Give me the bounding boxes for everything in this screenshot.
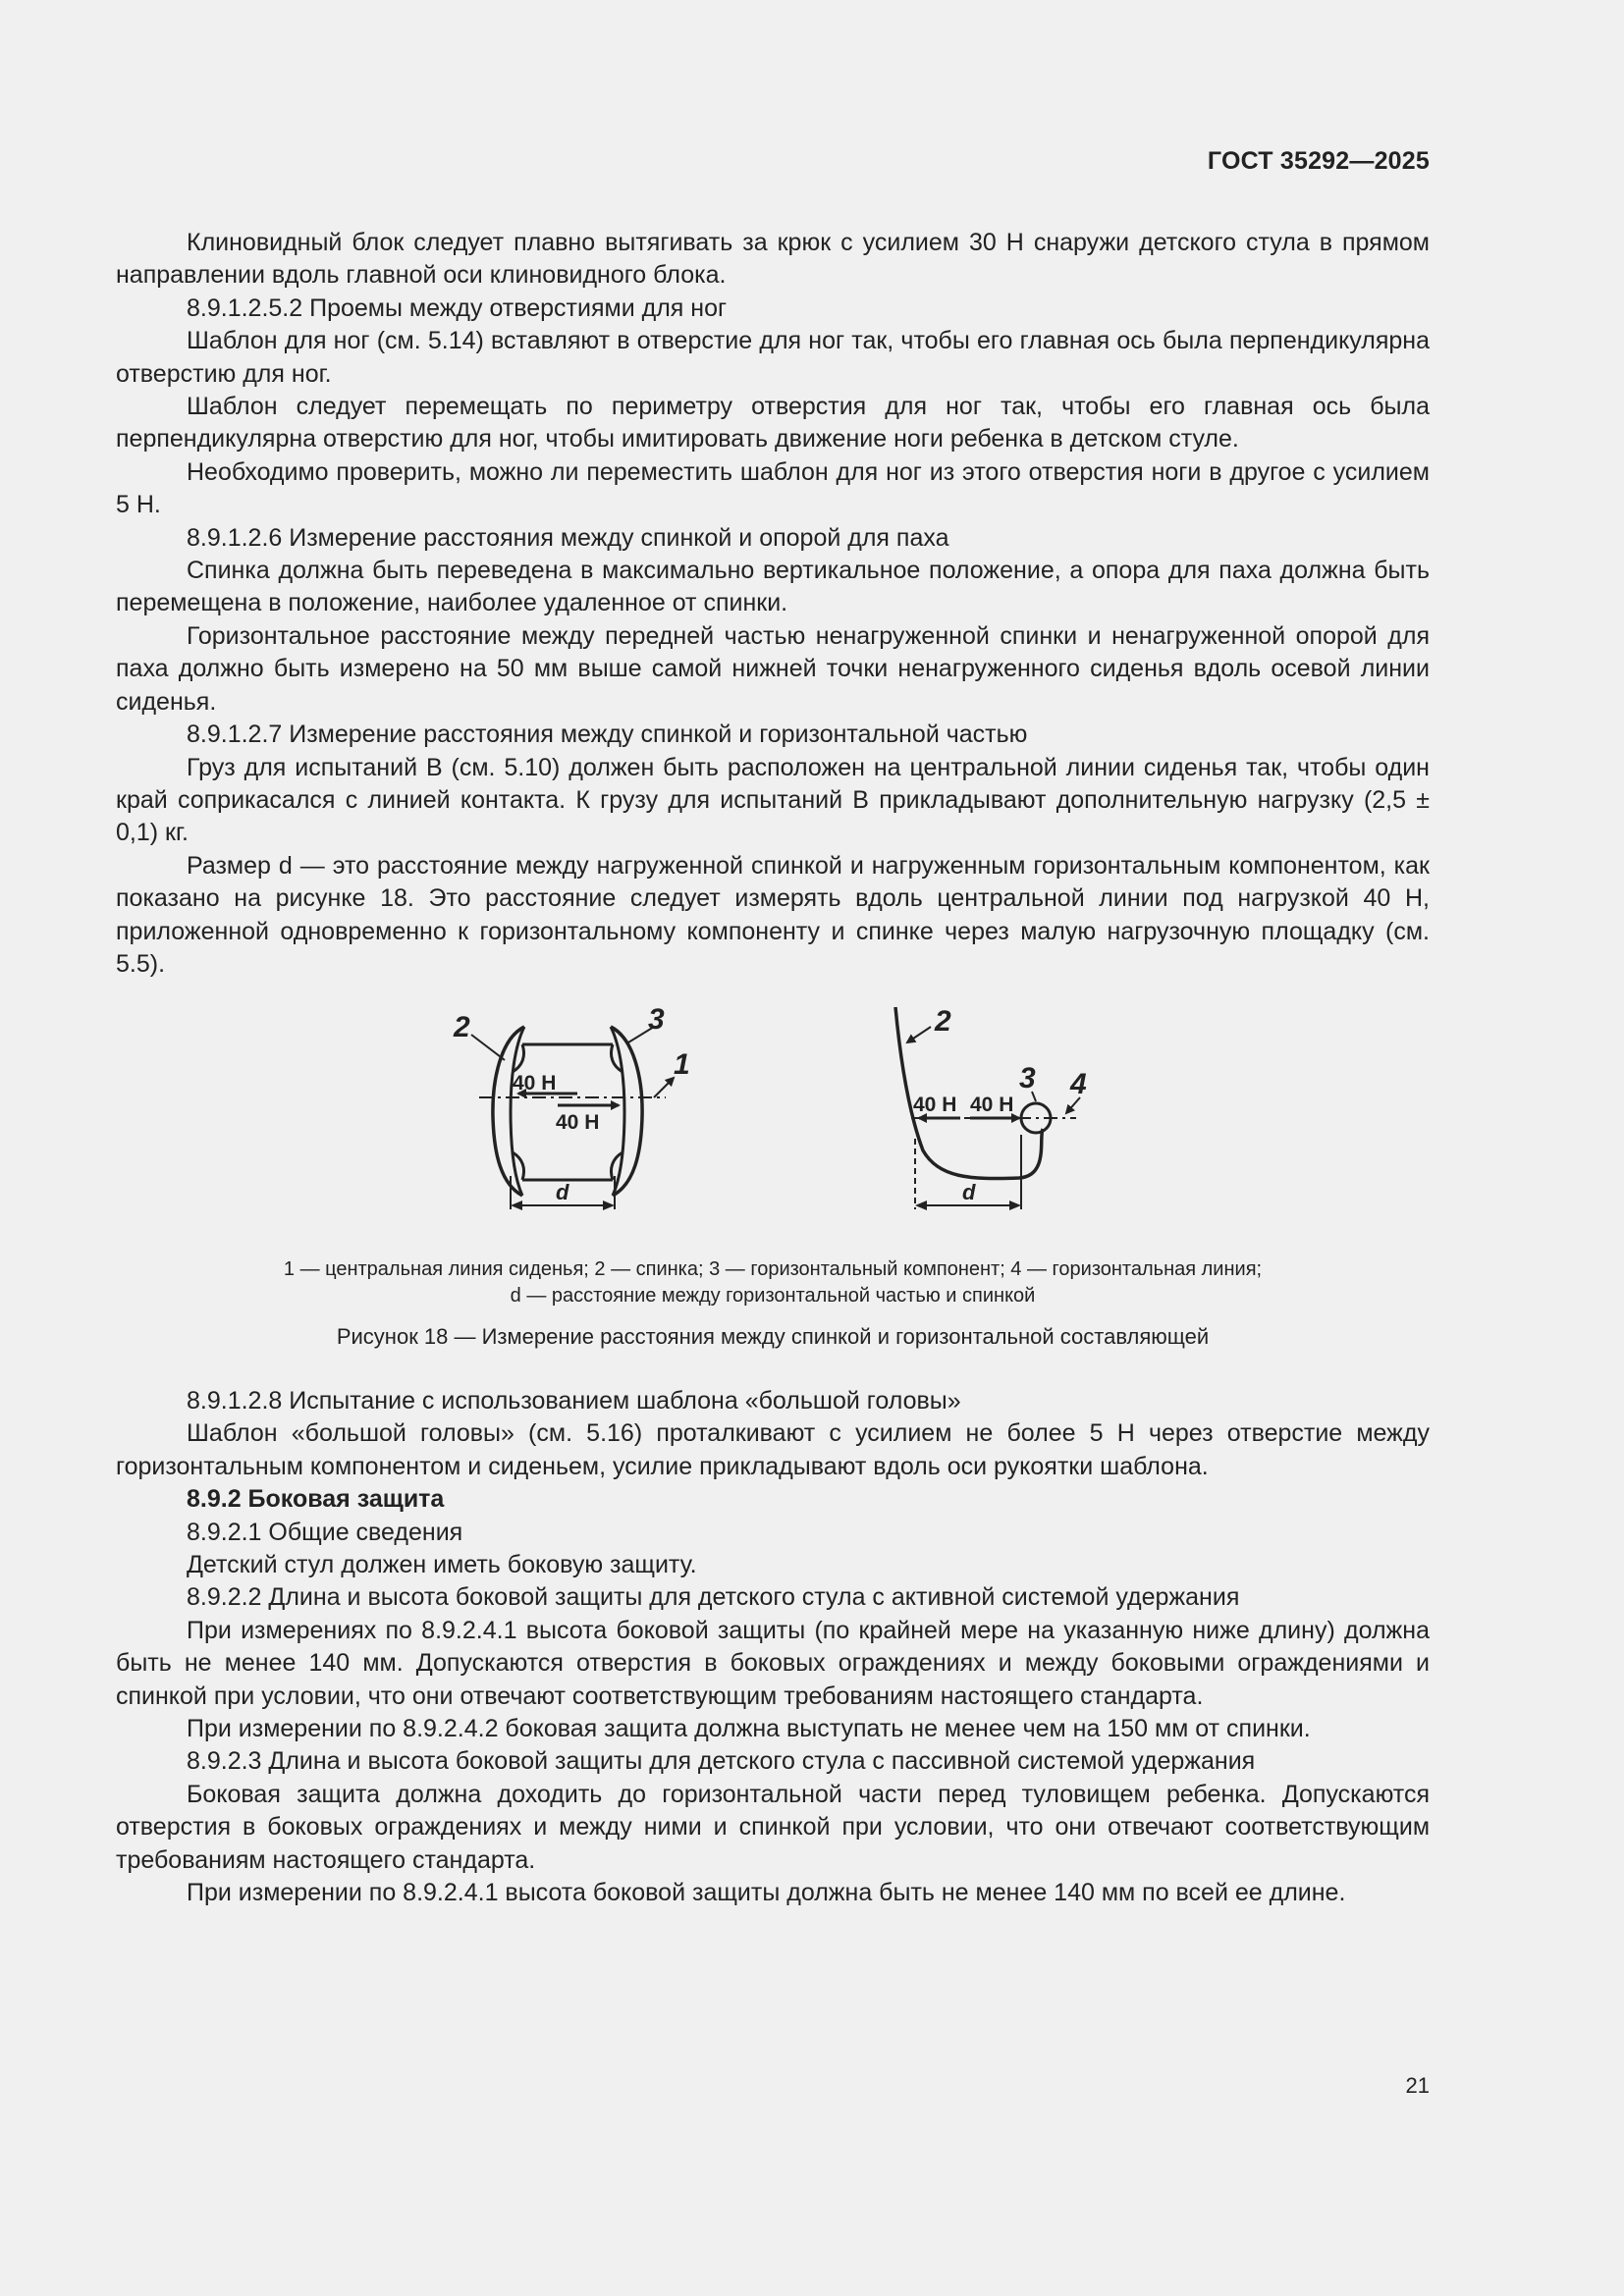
label-3-right: 3	[1019, 1062, 1036, 1095]
section-heading: 8.9.1.2.5.2 Проемы между отверстиями для ног	[187, 294, 728, 322]
figure-legend-line: 1 — центральная линия сиденья; 2 — спинка; 3 — горизонтальный компонент; 4 — горизонтальная линия;	[283, 1258, 1263, 1280]
paragraph: Необходимо проверить, можно ли переместить шаблон для ног из этого отверстия ноги в другое с усилием 5 Н.	[116, 457, 1430, 519]
section-heading: 8.9.2.3 Длина и высота боковой защиты для детского стула с пассивной системой удержания	[187, 1747, 1256, 1776]
label-4-right: 4	[1070, 1068, 1087, 1100]
body-text-bottom	[116, 1385, 1430, 1910]
body-text-top	[116, 227, 1430, 981]
label-2-right: 2	[935, 1005, 951, 1038]
section-heading: 8.9.1.2.7 Измерение расстояния между спинкой и горизонтальной частью	[187, 721, 1028, 749]
section-heading: 8.9.1.2.6 Измерение расстояния между спинкой и опорой для паха	[187, 523, 949, 552]
force-label-right-a: 40 Н	[913, 1094, 957, 1116]
dimension-d-right: d	[962, 1180, 976, 1204]
force-label-left-lower: 40 Н	[556, 1111, 600, 1134]
paragraph: Размер d — это расстояние между нагруженной спинкой и нагруженным горизонтальным компонентом, как показано на рисунке 18. Это расстояние следует измерять вдоль центральной линии под нагрузкой 40 Н, приложенной одновременно к горизонтальному компоненту и спинке через малую нагрузочную площадку (см. 5.5).	[116, 851, 1430, 978]
force-label-left-upper: 40 Н	[513, 1072, 557, 1095]
label-2-left: 2	[454, 1011, 470, 1043]
figure-18-diagram	[116, 991, 1430, 1249]
paragraph: Шаблон для ног (см. 5.14) вставляют в отверстие для ног так, чтобы его главная ось была перпендикулярна отверстию для ног.	[116, 327, 1430, 388]
paragraph: Боковая защита должна доходить до горизонтальной части перед туловищем ребенка. Допускаются отверстия в боковых ограждениях и между ними и спинкой при условии, что они отвечают соответствующим требованиям настоящего стандарта.	[116, 1780, 1430, 1874]
figure-caption: Рисунок 18 — Измерение расстояния между спинкой и горизонтальной составляющей	[336, 1324, 1210, 1349]
label-3-left: 3	[648, 1003, 665, 1036]
paragraph: Шаблон «большой головы» (см. 5.16) проталкивают с усилием не более 5 Н через отверстие между горизонтальным компонентом и сиденьем, усилие прикладывают вдоль оси рукоятки шаблона.	[116, 1419, 1430, 1480]
figure-legend	[116, 1256, 1430, 1309]
paragraph: Шаблон следует перемещать по периметру отверстия для ног так, чтобы его главная ось была перпендикулярна отверстию для ног, чтобы имитировать движение ноги ребенка в детском стуле.	[116, 393, 1430, 454]
paragraph: Груз для испытаний В (см. 5.10) должен быть расположен на центральной линии сиденья так, чтобы один край соприкасался с линией контакта. К грузу для испытаний В прикладывают дополнительную нагрузку (2,5 ± 0,1) кг.	[116, 753, 1430, 847]
label-1-left: 1	[674, 1048, 690, 1081]
section-heading-bold: 8.9.2 Боковая защита	[187, 1485, 445, 1514]
page-number: 21	[1405, 2073, 1430, 2098]
section-heading: 8.9.2.2 Длина и высота боковой защиты для детского стула с активной системой удержания	[187, 1583, 1240, 1612]
paragraph: Клиновидный блок следует плавно вытягивать за крюк с усилием 30 Н снаружи детского стула в прямом направлении вдоль главной оси клиновидного блока.	[116, 229, 1430, 290]
paragraph: При измерении по 8.9.2.4.2 боковая защита должна выступать не менее чем на 150 мм от спинки.	[187, 1715, 1311, 1743]
paragraph: При измерениях по 8.9.2.4.1 высота боковой защиты (по крайней мере на указанную ниже длину) должна быть не менее 140 мм. Допускаются отверстия в боковых ограждениях и между боковыми ограждениями и спинкой при условии, что они отвечают соответствующим требованиям настоящего стандарта.	[116, 1616, 1430, 1710]
paragraph: Горизонтальное расстояние между передней частью ненагруженной спинки и ненагруженной опорой для паха должно быть измерено на 50 мм выше самой нижней точки ненагруженного сиденья вдоль осевой линии сиденья.	[116, 621, 1430, 716]
section-heading: 8.9.2.1 Общие сведения	[187, 1518, 463, 1546]
force-label-right-b: 40 Н	[970, 1094, 1014, 1116]
figure-legend-line: d — расстояние между горизонтальной частью и спинкой	[510, 1285, 1036, 1307]
paragraph: Детский стул должен иметь боковую защиту.	[187, 1551, 697, 1579]
section-heading: 8.9.1.2.8 Испытание с использованием шаблона «большой головы»	[187, 1387, 961, 1415]
document-header: ГОСТ 35292—2025	[1207, 147, 1430, 175]
paragraph: При измерении по 8.9.2.4.1 высота боковой защиты должна быть не менее 140 мм по всей ее длине.	[187, 1879, 1346, 1907]
dimension-d-left: d	[556, 1180, 569, 1204]
paragraph: Спинка должна быть переведена в максимально вертикальное положение, а опора для паха должна быть перемещена в положение, наиболее удаленное от спинки.	[116, 557, 1430, 617]
